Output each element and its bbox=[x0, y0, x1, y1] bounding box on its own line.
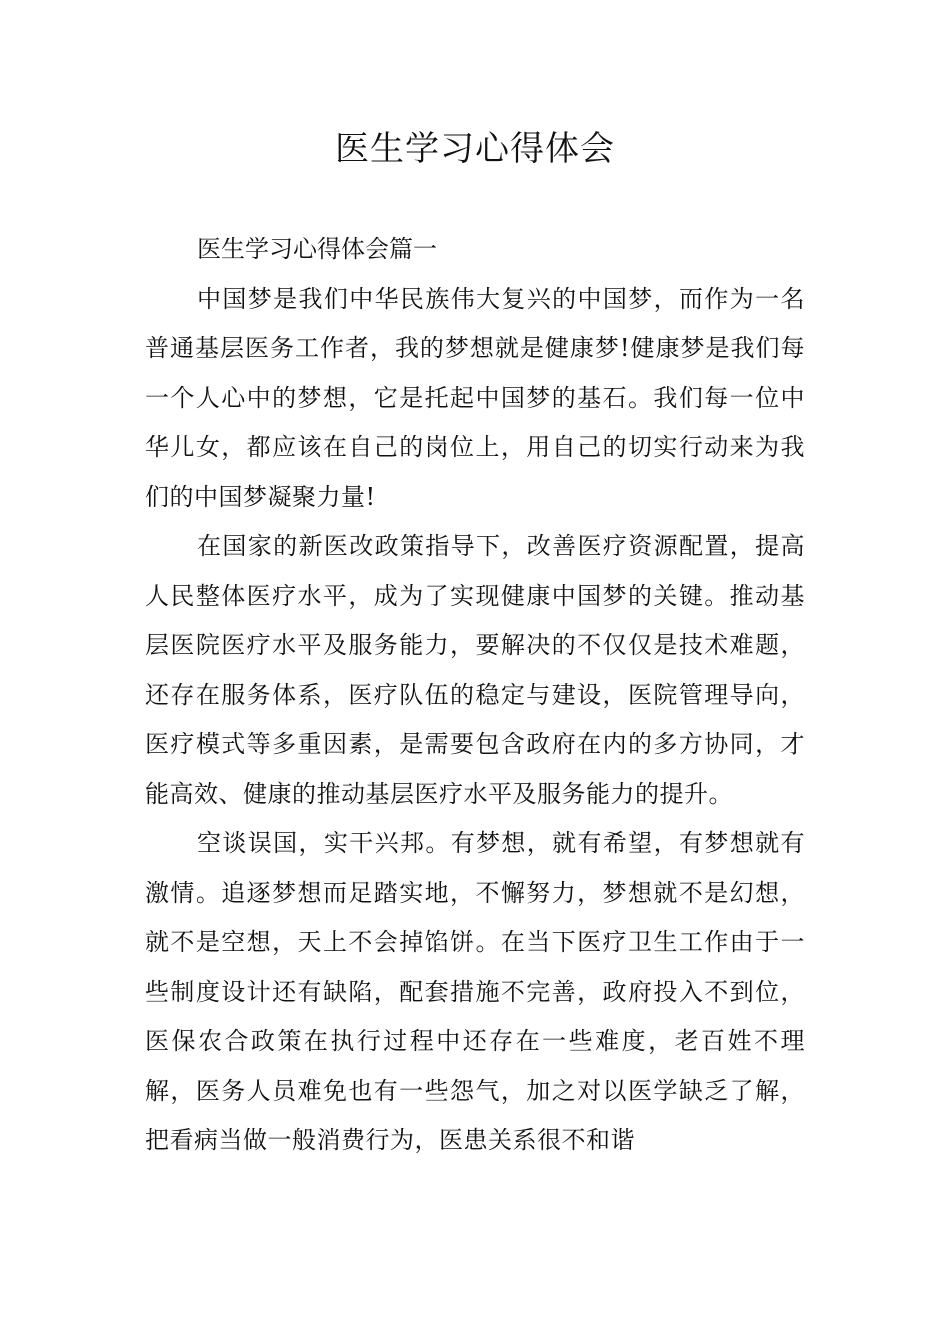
paragraph-3: 空谈误国，实干兴邦。有梦想，就有希望，有梦想就有激情。追逐梦想而足踏实地，不懈努力，梦想就不是幻想，就不是空想，天上不会掉馅饼。在当下医疗卫生工作由于一些制度设计还有缺陷，配套措施不完善，政府投入不到位，医保农合政策在执行过程中还存在一些难度，老百姓不理解，医务人员难免也有一些怨气，加之对以医学缺乏了解，把看病当做一般消费行为，医患关系很不和谐 bbox=[145, 829, 805, 1154]
document-title: 医生学习心得体会 bbox=[335, 129, 615, 169]
paragraph-1: 中国梦是我们中华民族伟大复兴的中国梦，而作为一名普通基层医务工作者，我的梦想就是健康梦!健康梦是我们每一个人心中的梦想，它是托起中国梦的基石。我们每一位中华儿女，都应该在自己的岗位上，用自己的切实行动来为我们的中国梦凝聚力量! bbox=[145, 284, 805, 511]
paragraph-2: 在国家的新医改政策指导下，改善医疗资源配置，提高人民整体医疗水平，成为了实现健康中国梦的关键。推动基层医院医疗水平及服务能力，要解决的不仅仅是技术难题，还存在服务体系，医疗队伍的稳定与建设，医院管理导向，医疗模式等多重因素，是需要包含政府在内的多方协同，才能高效、健康的推动基层医疗水平及服务能力的提升。 bbox=[145, 532, 805, 808]
document-body bbox=[145, 225, 805, 1166]
section-heading: 医生学习心得体会篇一 bbox=[197, 235, 437, 263]
